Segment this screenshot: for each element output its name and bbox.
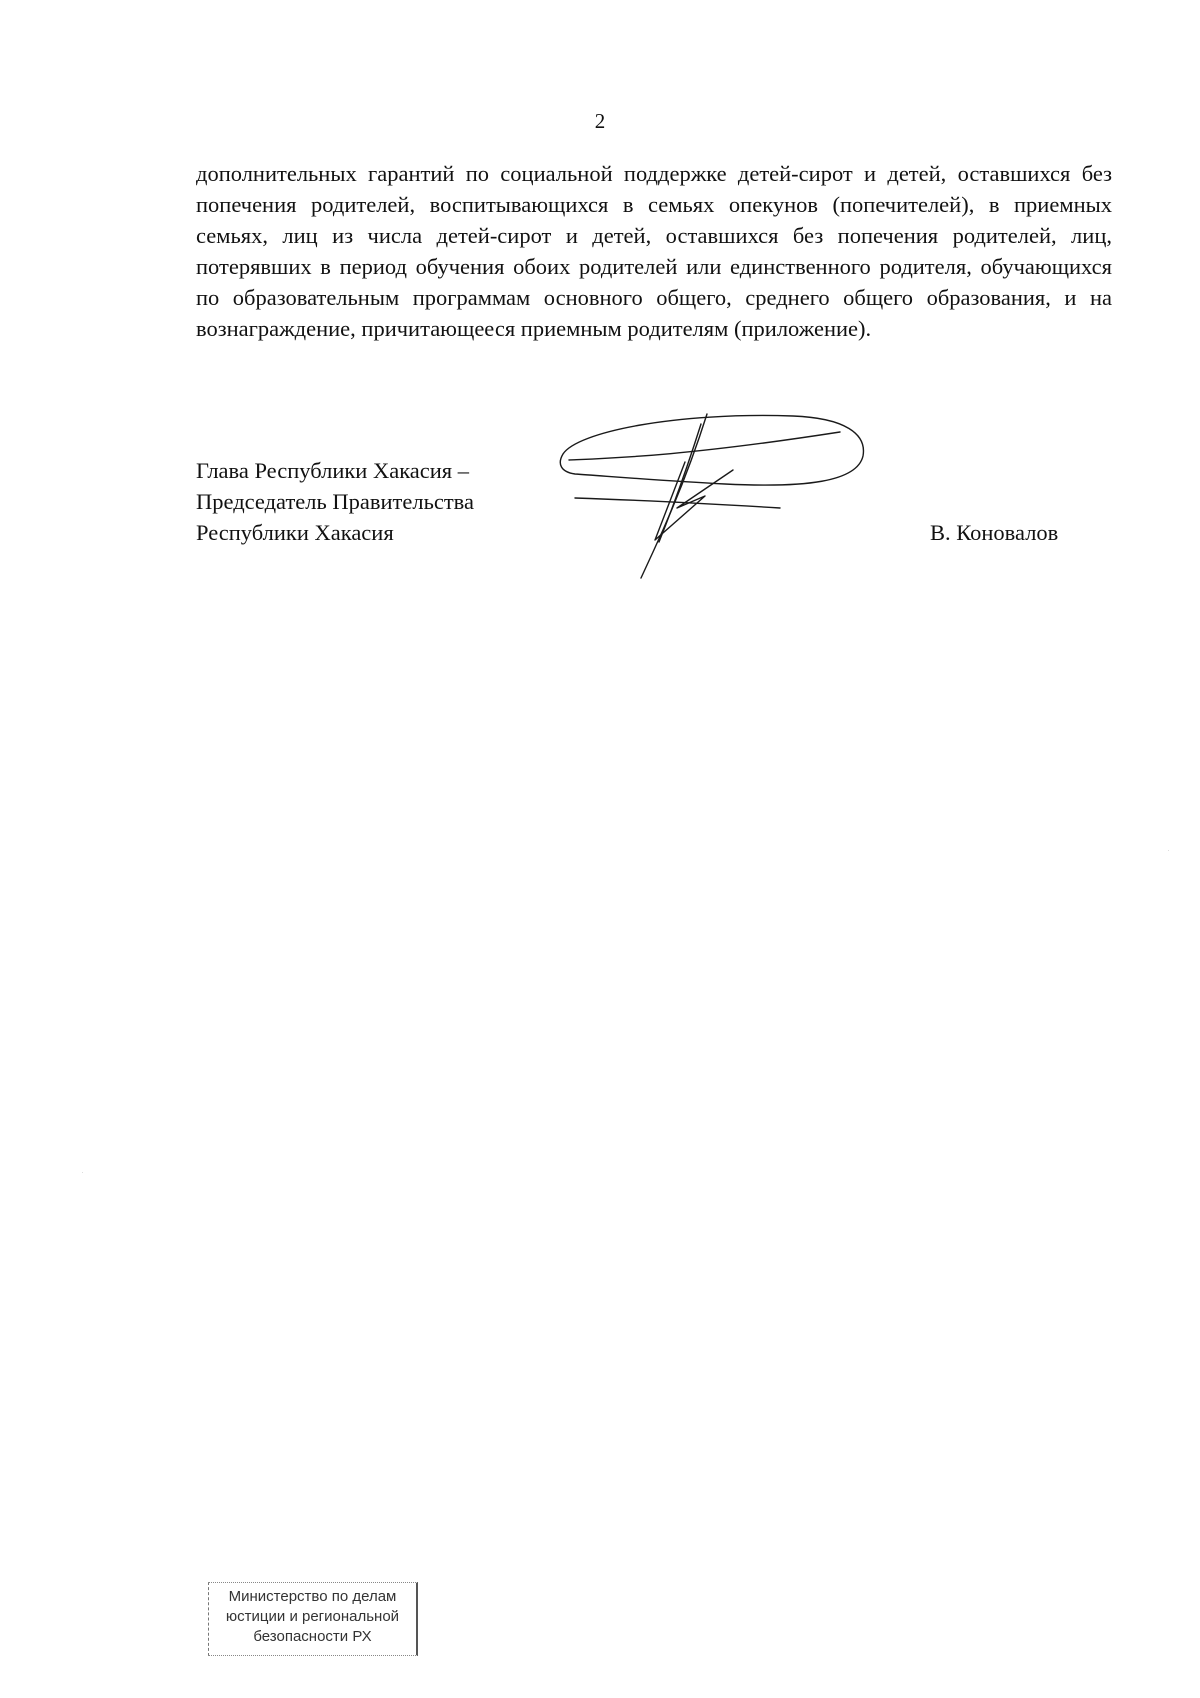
scan-speck [82,1172,83,1173]
signer-title-line-2: Председатель Правительства [196,489,474,514]
handwritten-signature [555,412,895,592]
signer-title-line-1: Глава Республики Хакасия – [196,458,470,483]
stamp-line-1: Министерство по делам [228,1588,397,1605]
signature-loop-stroke [560,415,863,485]
stamp-line-2: юстиции и региональной [225,1608,400,1625]
signature-zigzag-stroke [655,462,733,540]
scan-speck [1168,850,1169,851]
signer-name: В. Коновалов [930,520,1059,545]
signer-title-line-3: Республики Хакасия [196,520,394,545]
signature-slash-stroke-1 [641,414,707,578]
body-paragraph: дополнительных гарантий по социальной поддержке детей-сирот и детей, оставшихся без попечения родителей, воспитывающихся в семьях опекунов (попечителей), в приемных семьях, лиц из числа детей-сирот и детей, оставшихся без попечения родителей, лиц, потерявших в период обучения обоих родителей или единственного родителя, обучающихся по образовательным программам основного общего, среднего общего образования, и на вознаграждение, причитающееся приемным родителям (приложение). [196,161,1112,341]
page-number: 2 [594,109,606,133]
signer-title-block [196,455,474,548]
registration-stamp [208,1582,418,1656]
signature-baseline-stroke [575,498,780,508]
stamp-line-3: безопасности РХ [253,1628,372,1645]
signature-swoosh-stroke [569,432,840,460]
